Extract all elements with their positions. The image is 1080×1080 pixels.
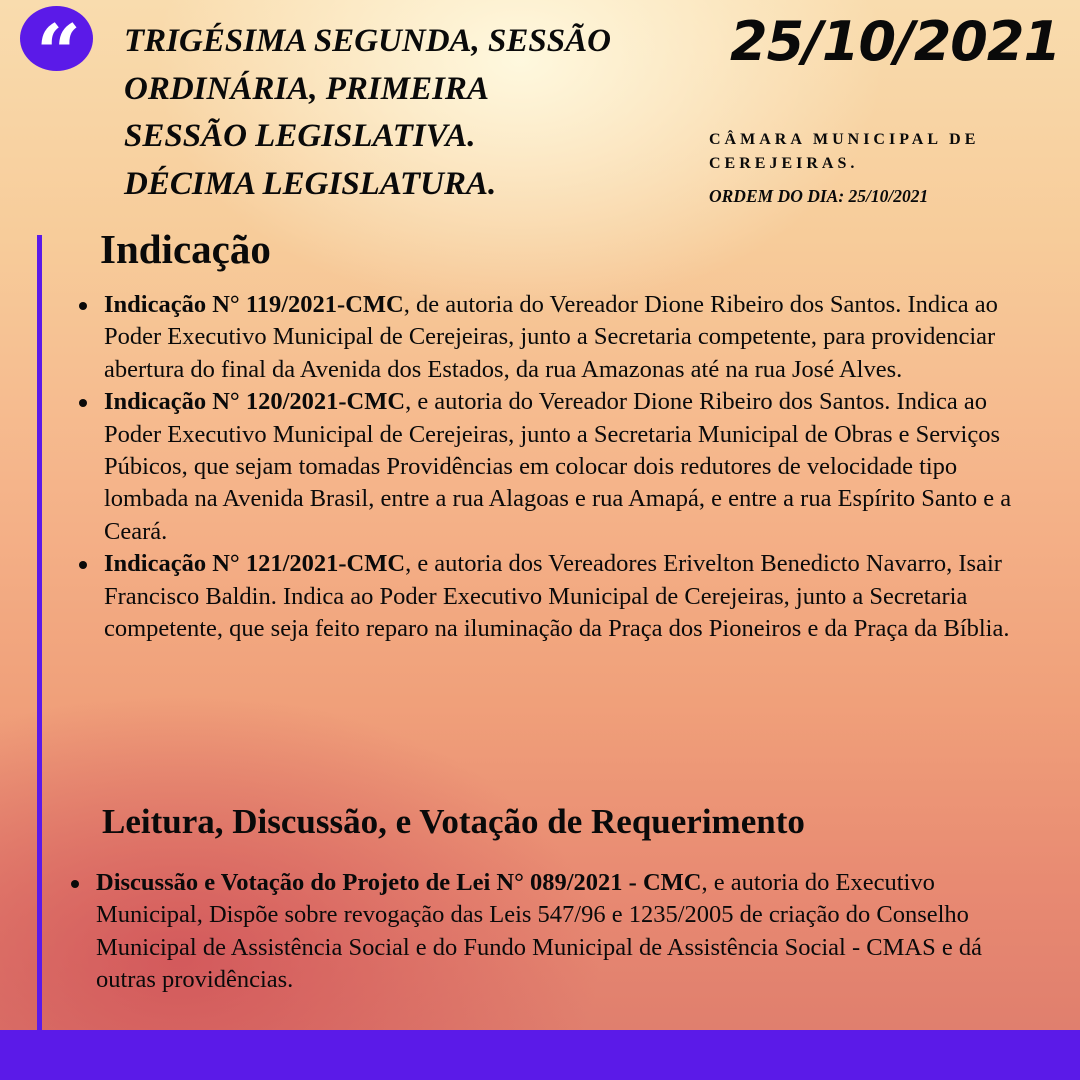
footer-bar [0,1030,1080,1080]
item-text: , e autoria do Executivo Municipal, Dispõe sobre revogação das Leis 547/96 e 1235/2005 de criação do Conselho Municipal de Assistência Social e do Fundo Municipal de Assistência Social - CMAS e dá outras providências. [96,869,982,994]
item-text: , de autoria do Vereador Dione Ribeiro dos Santos. Indica ao Poder Executivo Municipal de Cerejeiras, junto a Secretaria competente, para providenciar abertura do final da Avenida dos Estados, da rua Amazonas até na rua José Alves. [104,291,998,383]
item-text: , e autoria do Vereador Dione Ribeiro dos Santos. Indica ao Poder Executivo Municipal de Cerejeiras, junto a Secretaria Municipal de Obras e Serviços Púbicos, que sejam tomadas Providências em colocar dois redutores de velocidade tipo lombada na Avenida Brasil, entre a rua Alagoas e rua Amapá, e entre a rua Espírito Santo e a Ceará. [104,388,1012,545]
chamber-name-line: CEREJEIRAS. [709,155,859,172]
item-ref: Indicação N° 121/2021-CMC [104,550,406,578]
indicacao-list [104,289,1024,645]
item-text: , e autoria dos Vereadores Erivelton Benedicto Navarro, Isair Francisco Baldin. Indica ao Poder Executivo Municipal de Cerejeiras, junto a Secretaria competente, que seja feito reparo na iluminação da Praça dos Pioneiros e da Praça da Bíblia. [104,550,1010,643]
session-title-line: SESSÃO LEGISLATIVA. [124,118,476,154]
chamber-name-line: CÂMARA MUNICIPAL DE [709,131,980,148]
votacao-list [96,867,1026,997]
section-title-leitura: Leitura, Discussão, e Votação de Requerimento [102,802,805,841]
list-item [104,289,1024,386]
chamber-name [709,128,979,176]
order-of-day: ORDEM DO DIA: 25/10/2021 [709,186,929,206]
section-title-indicacao: Indicação [100,226,271,272]
list-item [104,548,1024,645]
session-title-line: DÉCIMA LEGISLATURA. [124,165,497,202]
session-title-line: TRIGÉSIMA SEGUNDA, SESSÃO [124,23,611,59]
item-ref: Discussão e Votação do Projeto de Lei N° 089/2021 - CMC [96,869,702,896]
quote-open-icon [20,6,93,99]
session-date: 25/10/2021 [730,10,1061,73]
item-ref: Indicação N° 120/2021-CMC [104,388,406,416]
list-item [96,867,1026,997]
quote-glyph: “ [36,7,77,99]
accent-vertical-rule [37,235,42,1031]
item-ref: Indicação N° 119/2021-CMC [104,291,404,318]
session-title [124,18,684,208]
session-title-line: ORDINÁRIA, PRIMEIRA [124,70,489,107]
list-item [104,386,1024,548]
